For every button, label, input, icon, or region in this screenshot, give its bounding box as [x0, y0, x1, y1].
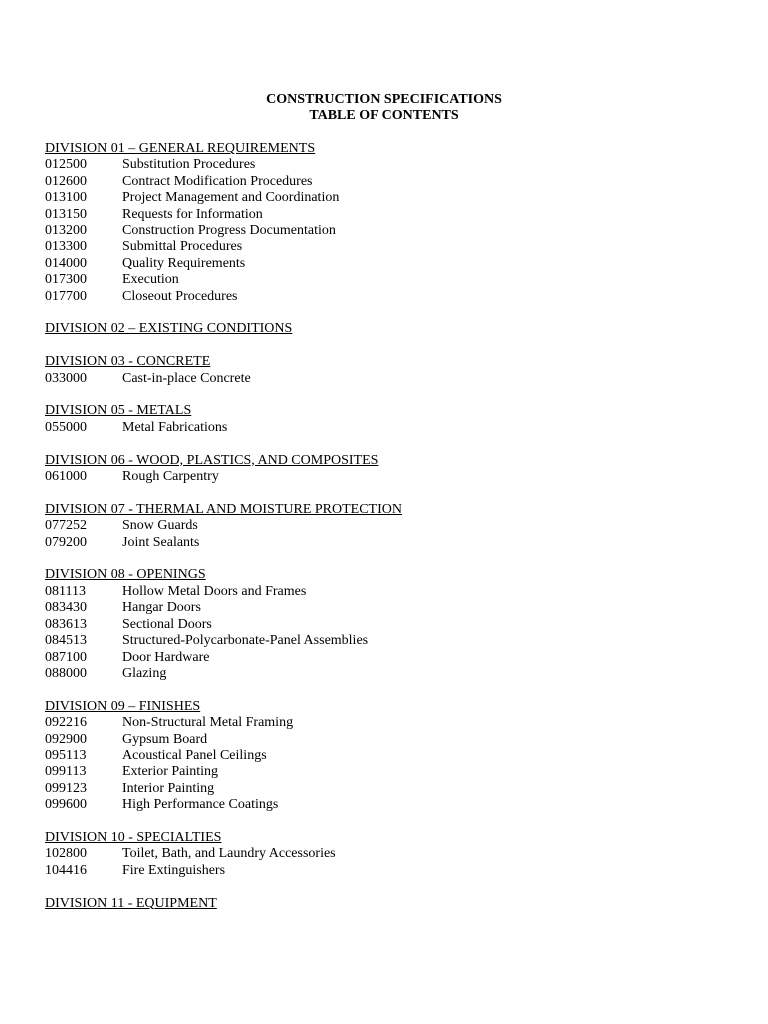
section-entry — [45, 174, 725, 190]
section-title: Submittal Procedures — [122, 239, 243, 255]
section-entry — [45, 666, 725, 682]
section-number: 012500 — [45, 157, 87, 173]
section-title: Snow Guards — [122, 518, 198, 534]
division-section — [45, 502, 725, 551]
section-number: 012600 — [45, 173, 87, 189]
table-of-contents — [45, 141, 725, 928]
section-number: 092900 — [45, 731, 87, 747]
division-heading: DIVISION 11 - EQUIPMENT — [45, 895, 217, 911]
section-title: Non-Structural Metal Framing — [122, 715, 294, 731]
section-number: 099123 — [45, 780, 87, 796]
division-section — [45, 896, 725, 912]
section-number: 055000 — [45, 419, 87, 435]
section-title: Metal Fabrications — [122, 419, 228, 435]
section-number: 092216 — [45, 715, 87, 731]
section-number: 061000 — [45, 469, 87, 485]
section-title: Contract Modification Procedures — [122, 173, 313, 189]
section-number: 013300 — [45, 239, 87, 255]
division-heading: DIVISION 02 – EXISTING CONDITIONS — [45, 321, 293, 337]
section-entry — [45, 584, 725, 600]
section-number: 013200 — [45, 223, 87, 239]
section-entry — [45, 781, 725, 797]
section-title: Glazing — [122, 665, 167, 681]
section-title: Sectional Doors — [122, 616, 212, 632]
section-number: 099113 — [45, 764, 87, 780]
section-entry — [45, 650, 725, 666]
section-entry — [45, 239, 725, 255]
division-section — [45, 453, 725, 486]
section-entry — [45, 272, 725, 288]
section-title: Closeout Procedures — [122, 288, 238, 304]
section-number: 099600 — [45, 797, 87, 813]
section-entry — [45, 223, 725, 239]
section-title: Construction Progress Documentation — [122, 223, 336, 239]
section-title: Cast-in-place Concrete — [122, 370, 251, 386]
section-number: 095113 — [45, 747, 87, 763]
division-heading: DIVISION 10 - SPECIALTIES — [45, 829, 222, 845]
section-entry — [45, 600, 725, 616]
division-section — [45, 830, 725, 879]
division-heading: DIVISION 08 - OPENINGS — [45, 567, 206, 583]
section-title: Door Hardware — [122, 649, 210, 665]
section-number: 084513 — [45, 633, 87, 649]
division-heading: DIVISION 01 – GENERAL REQUIREMENTS — [45, 141, 316, 156]
section-number: 088000 — [45, 665, 87, 681]
section-title: High Performance Coatings — [122, 797, 279, 813]
document-subtitle: TABLE OF CONTENTS — [309, 108, 459, 124]
section-entry — [45, 732, 725, 748]
division-section — [45, 354, 725, 387]
division-heading: DIVISION 06 - WOOD, PLASTICS, AND COMPOSITES — [45, 452, 379, 468]
section-entry — [45, 846, 725, 862]
section-number: 017300 — [45, 272, 87, 288]
section-number: 081113 — [45, 583, 86, 599]
document-title-block — [0, 92, 768, 125]
section-title: Project Management and Coordination — [122, 190, 340, 206]
section-entry — [45, 207, 725, 223]
section-title: Requests for Information — [122, 206, 263, 222]
section-title: Hangar Doors — [122, 600, 201, 616]
section-entry — [45, 371, 725, 387]
division-section — [45, 699, 725, 814]
section-entry — [45, 748, 725, 764]
section-title: Hollow Metal Doors and Frames — [122, 583, 307, 599]
section-entry — [45, 633, 725, 649]
division-section — [45, 321, 725, 337]
division-section — [45, 403, 725, 436]
section-number: 017700 — [45, 288, 87, 304]
section-entry — [45, 535, 725, 551]
section-entry — [45, 617, 725, 633]
section-number: 083430 — [45, 600, 87, 616]
section-title: Gypsum Board — [122, 731, 208, 747]
section-title: Interior Painting — [122, 780, 215, 796]
section-entry — [45, 764, 725, 780]
division-heading: DIVISION 05 - METALS — [45, 403, 192, 419]
section-entry — [45, 157, 725, 173]
section-entry — [45, 469, 725, 485]
section-number: 079200 — [45, 534, 87, 550]
division-section — [45, 141, 725, 305]
section-number: 083613 — [45, 616, 87, 632]
section-entry — [45, 797, 725, 813]
section-title: Joint Sealants — [122, 534, 200, 550]
section-number: 033000 — [45, 370, 87, 386]
section-entry — [45, 863, 725, 879]
section-entry — [45, 420, 725, 436]
section-number: 014000 — [45, 255, 87, 271]
division-heading: DIVISION 03 - CONCRETE — [45, 354, 211, 370]
section-entry — [45, 256, 725, 272]
section-title: Toilet, Bath, and Laundry Accessories — [122, 846, 336, 862]
section-entry — [45, 289, 725, 305]
section-title: Exterior Painting — [122, 764, 219, 780]
section-entry — [45, 190, 725, 206]
section-title: Execution — [122, 272, 179, 288]
section-entry — [45, 715, 725, 731]
section-title: Quality Requirements — [122, 255, 246, 271]
section-title: Structured-Polycarbonate-Panel Assemblies — [122, 633, 369, 649]
section-number: 013150 — [45, 206, 87, 222]
division-section — [45, 567, 725, 682]
section-title: Substitution Procedures — [122, 157, 256, 173]
section-title: Rough Carpentry — [122, 469, 219, 485]
section-number: 077252 — [45, 518, 87, 534]
section-title: Acoustical Panel Ceilings — [122, 747, 267, 763]
section-number: 102800 — [45, 846, 87, 862]
document-title: CONSTRUCTION SPECIFICATIONS — [266, 92, 502, 107]
section-number: 087100 — [45, 649, 87, 665]
section-number: 104416 — [45, 862, 87, 878]
division-heading: DIVISION 09 – FINISHES — [45, 698, 201, 714]
section-number: 013100 — [45, 190, 87, 206]
division-heading: DIVISION 07 - THERMAL AND MOISTURE PROTECTION — [45, 501, 402, 517]
section-entry — [45, 518, 725, 534]
section-title: Fire Extinguishers — [122, 862, 226, 878]
